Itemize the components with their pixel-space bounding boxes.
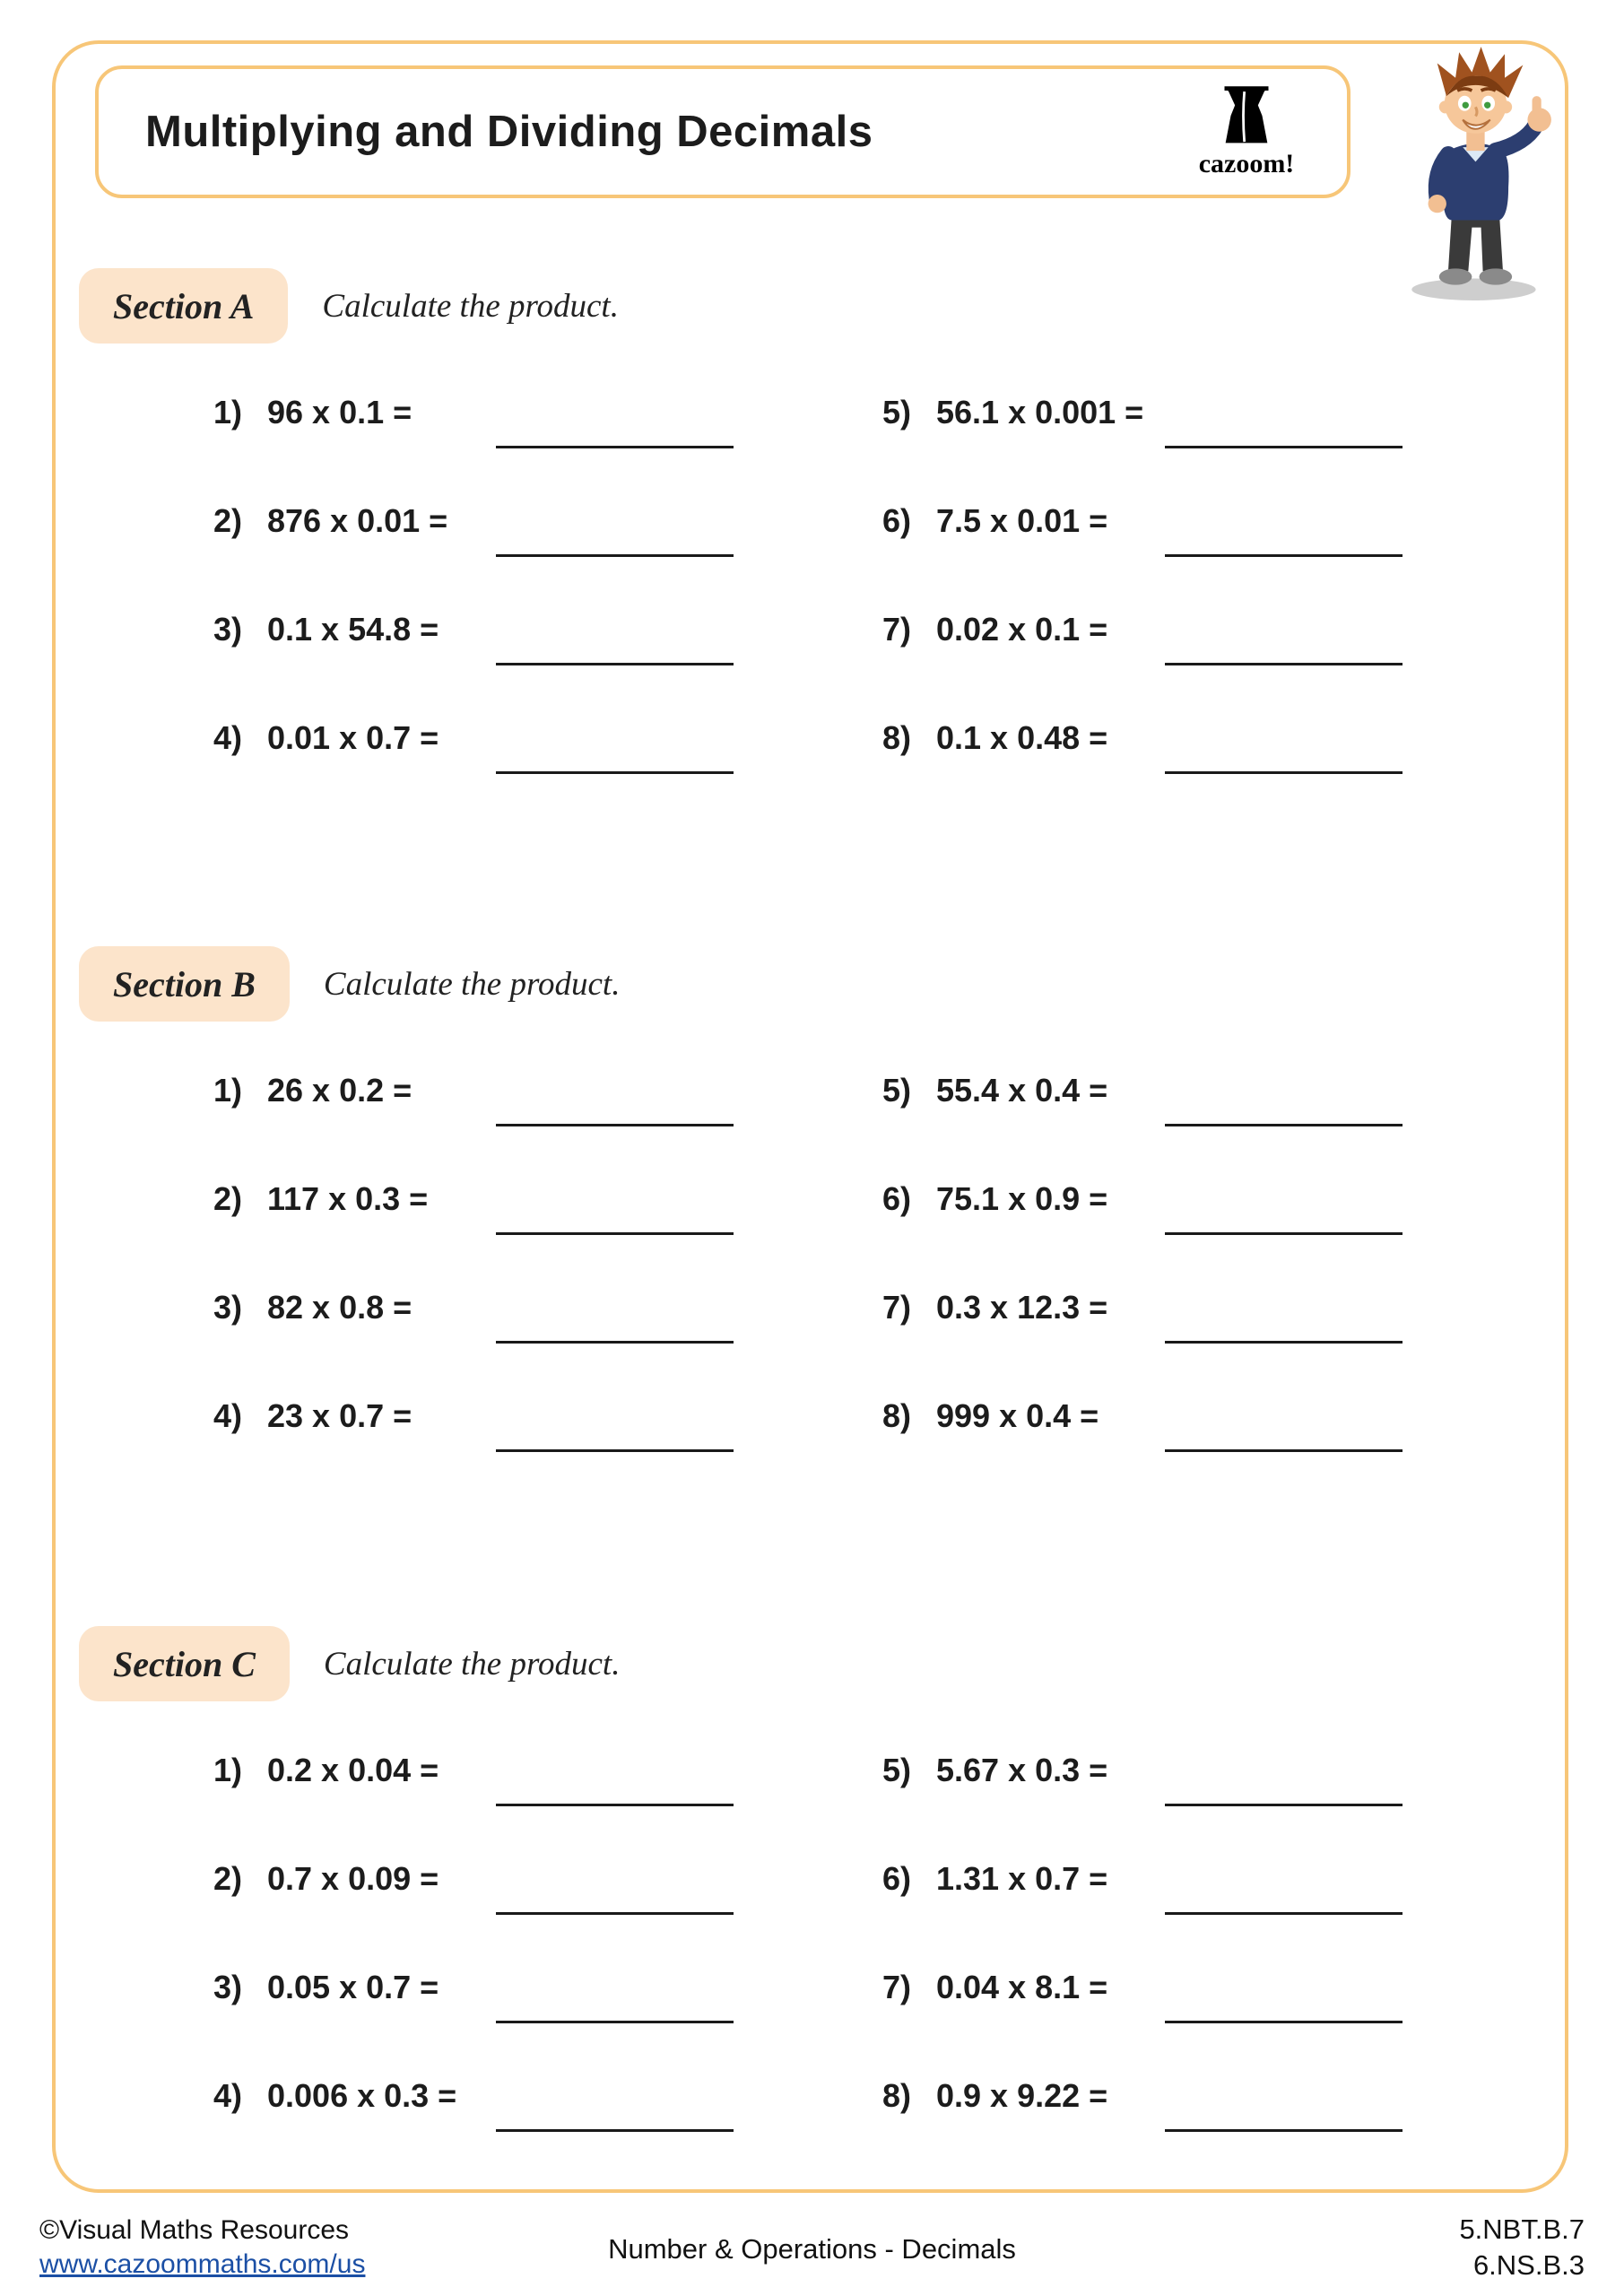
answer-line — [496, 2129, 734, 2132]
problem-number: 3) — [213, 1289, 243, 1326]
problem-number: 8) — [882, 719, 912, 756]
problem-expression: 0.006 x 0.3 = — [267, 2077, 457, 2114]
problem — [213, 1397, 882, 1452]
section-a-instruction: Calculate the product. — [322, 287, 619, 325]
problem — [213, 1969, 882, 2023]
problem-expression: 0.1 x 54.8 = — [267, 611, 439, 648]
standard-code-2: 6.NS.B.3 — [1472, 2249, 1585, 2281]
answer-line — [496, 554, 734, 557]
answer-line — [1165, 771, 1403, 774]
problem-number: 5) — [882, 394, 912, 430]
section-b-left-column — [213, 1072, 882, 1506]
problem — [213, 1180, 882, 1235]
footer-topic: Number & Operations - Decimals — [608, 2233, 1016, 2265]
problem-number: 1) — [213, 1072, 243, 1109]
problem-number: 2) — [213, 502, 243, 539]
problem-expression: 96 x 0.1 = — [267, 394, 413, 430]
problem-expression: 0.2 x 0.04 = — [267, 1752, 439, 1788]
section-a-problems — [213, 394, 1568, 828]
problem-number: 7) — [882, 1969, 912, 2005]
problem-number: 3) — [213, 611, 243, 648]
problem — [882, 2077, 1568, 2132]
problem-expression: 0.01 x 0.7 = — [267, 719, 439, 756]
answer-line — [1165, 1804, 1403, 1806]
problem-expression: 82 x 0.8 = — [267, 1289, 413, 1326]
answer-line — [1165, 1449, 1403, 1452]
answer-line — [496, 2021, 734, 2023]
section-c-label: Section C — [79, 1626, 290, 1701]
answer-line — [496, 1449, 734, 1452]
cazoom-logo — [1184, 84, 1309, 179]
problem-number: 7) — [882, 1289, 912, 1326]
section-b-right-column — [882, 1072, 1568, 1506]
answer-line — [496, 1124, 734, 1126]
problem-number: 6) — [882, 1180, 912, 1217]
problem-expression: 56.1 x 0.001 = — [936, 394, 1144, 430]
problem — [213, 611, 882, 665]
section-b-label: Section B — [79, 946, 290, 1022]
problem-number: 6) — [882, 502, 912, 539]
cazoom-drum-icon — [1219, 84, 1274, 147]
problem-expression: 55.4 x 0.4 = — [936, 1072, 1108, 1109]
problem-expression: 26 x 0.2 = — [267, 1072, 413, 1109]
section-c-problems — [213, 1752, 1568, 2186]
section-b — [52, 946, 1568, 1506]
problem-expression: 7.5 x 0.01 = — [936, 502, 1108, 539]
problem-number: 4) — [213, 1397, 243, 1434]
problem-number: 4) — [213, 2077, 243, 2114]
section-a-right-column — [882, 394, 1568, 828]
problem-expression: 23 x 0.7 = — [267, 1397, 413, 1434]
section-a-header — [52, 268, 1568, 344]
page-title: Multiplying and Dividing Decimals — [145, 108, 873, 156]
problem-expression: 0.7 x 0.09 = — [267, 1860, 439, 1897]
section-a — [52, 268, 1568, 828]
problem — [882, 1860, 1568, 1915]
problem-expression: 0.05 x 0.7 = — [267, 1969, 439, 2005]
problem-expression: 117 x 0.3 = — [267, 1180, 429, 1217]
problem-number: 4) — [213, 719, 243, 756]
section-c-right-column — [882, 1752, 1568, 2186]
problem-expression: 1.31 x 0.7 = — [936, 1860, 1108, 1897]
problem — [882, 1752, 1568, 1806]
problem-number: 7) — [882, 611, 912, 648]
section-c — [52, 1626, 1568, 2186]
problem — [882, 1969, 1568, 2023]
problem-expression: 75.1 x 0.9 = — [936, 1180, 1108, 1217]
problem — [213, 2077, 882, 2132]
problem-number: 2) — [213, 1860, 243, 1897]
cazoom-logo-text: cazoom! — [1198, 149, 1295, 178]
section-c-instruction: Calculate the product. — [323, 1645, 621, 1683]
problem — [213, 1072, 882, 1126]
title-banner — [95, 65, 1350, 198]
problem — [213, 394, 882, 448]
problem — [882, 719, 1568, 774]
section-b-problems — [213, 1072, 1568, 1506]
answer-line — [1165, 1912, 1403, 1915]
problem-number: 6) — [882, 1860, 912, 1897]
answer-line — [496, 771, 734, 774]
standard-code-1: 5.NBT.B.7 — [1459, 2213, 1585, 2245]
problem — [213, 1860, 882, 1915]
problem-expression: 0.1 x 0.48 = — [936, 719, 1108, 756]
answer-line — [1165, 1232, 1403, 1235]
answer-line — [496, 1341, 734, 1344]
footer-credits — [39, 2213, 365, 2282]
copyright-text: ©Visual Maths Resources — [39, 2215, 350, 2245]
page-content — [52, 40, 1568, 2186]
answer-line — [496, 1912, 734, 1915]
section-a-left-column — [213, 394, 882, 828]
section-b-instruction: Calculate the product. — [323, 965, 621, 1003]
problem-number: 8) — [882, 2077, 912, 2114]
problem-number: 1) — [213, 394, 243, 430]
website-link[interactable]: www.cazoommaths.com/us — [39, 2249, 366, 2279]
answer-line — [1165, 1124, 1403, 1126]
problem — [882, 611, 1568, 665]
answer-line — [1165, 2129, 1403, 2132]
problem-expression: 876 x 0.01 = — [267, 502, 448, 539]
problem-number: 5) — [882, 1752, 912, 1788]
page-footer — [0, 2196, 1624, 2296]
problem-expression: 0.9 x 9.22 = — [936, 2077, 1108, 2114]
answer-line — [496, 1232, 734, 1235]
answer-line — [496, 446, 734, 448]
problem — [882, 1289, 1568, 1344]
answer-line — [1165, 446, 1403, 448]
problem-number: 5) — [882, 1072, 912, 1109]
problem — [213, 719, 882, 774]
section-c-left-column — [213, 1752, 882, 2186]
answer-line — [1165, 663, 1403, 665]
answer-line — [496, 663, 734, 665]
problem-expression: 0.3 x 12.3 = — [936, 1289, 1108, 1326]
problem-number: 1) — [213, 1752, 243, 1788]
section-b-header — [52, 946, 1568, 1022]
answer-line — [1165, 554, 1403, 557]
problem — [882, 394, 1568, 448]
mascot-boy-illustration — [1385, 38, 1569, 302]
answer-line — [1165, 2021, 1403, 2023]
section-a-label: Section A — [79, 268, 288, 344]
problem — [213, 1289, 882, 1344]
footer-standards — [1459, 2212, 1585, 2283]
problem-expression: 0.02 x 0.1 = — [936, 611, 1108, 648]
problem-number: 8) — [882, 1397, 912, 1434]
problem — [882, 1072, 1568, 1126]
problem — [882, 1397, 1568, 1452]
problem — [882, 1180, 1568, 1235]
problem — [213, 502, 882, 557]
problem-expression: 5.67 x 0.3 = — [936, 1752, 1108, 1788]
problem-number: 2) — [213, 1180, 243, 1217]
answer-line — [1165, 1341, 1403, 1344]
problem-expression: 999 x 0.4 = — [936, 1397, 1099, 1434]
problem-number: 3) — [213, 1969, 243, 2005]
section-c-header — [52, 1626, 1568, 1701]
problem-expression: 0.04 x 8.1 = — [936, 1969, 1108, 2005]
answer-line — [496, 1804, 734, 1806]
problem — [213, 1752, 882, 1806]
problem — [882, 502, 1568, 557]
